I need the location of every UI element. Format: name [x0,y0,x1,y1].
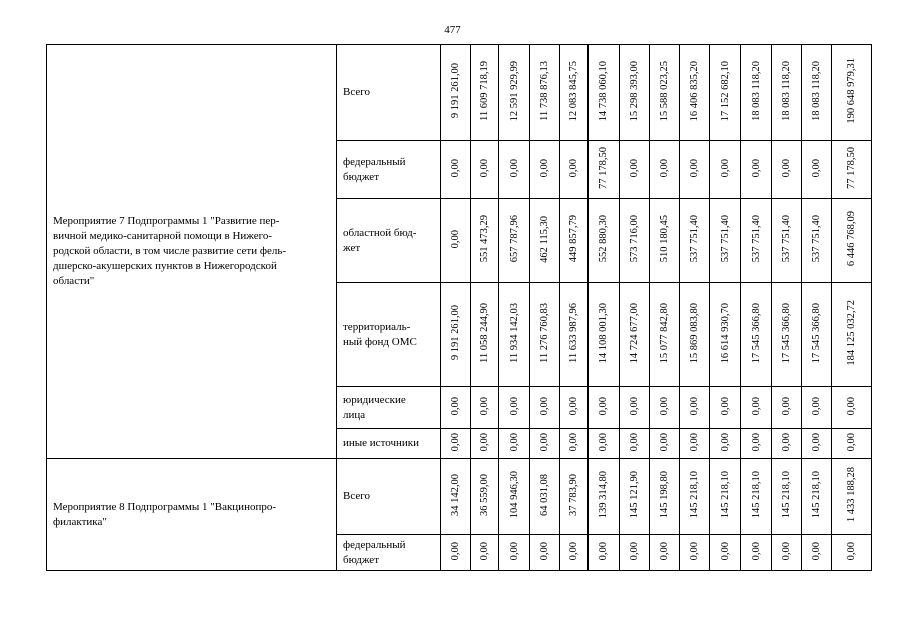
value-text: 0,00 [598,432,610,452]
value-cell [772,141,802,199]
value-cell [441,429,471,459]
value-text: 0,00 [479,396,490,416]
value-text: 145 218,10 [719,471,731,519]
value-text: 0,00 [781,158,792,178]
value-text: 16 614 930,70 [719,302,731,364]
value-text: 0,00 [689,541,700,561]
value-cell [680,429,710,459]
value-text: 37 783,90 [567,474,579,516]
value-cell [772,45,802,141]
value-cell [680,535,710,571]
measure-title-line: филактика" [53,515,107,528]
value-text: 15 588 023,25 [659,60,670,122]
value-cell [832,283,872,387]
value-cell [441,535,471,571]
value-text: 537 751,40 [811,215,822,263]
value-text: 0,00 [750,158,762,178]
funding-source-line: лица [343,408,366,421]
value-text: 0,00 [846,432,857,452]
funding-source-line: бюджет [343,170,379,183]
value-cell [499,387,530,429]
value-cell [588,199,620,283]
value-text: 11 738 876,13 [539,61,550,121]
value-cell [499,429,530,459]
value-text: 510 180,45 [659,215,670,263]
value-cell [471,535,499,571]
value-text: 9 191 261,00 [450,305,461,361]
value-text: 0,00 [719,396,731,416]
value-text: 0,00 [629,541,640,561]
value-text: 145 198,80 [659,471,670,519]
value-text: 36 559,00 [479,474,490,516]
funding-source-line: федеральный [343,538,406,551]
value-cell [772,283,802,387]
value-text: 0,00 [659,158,670,178]
value-cell [441,387,471,429]
value-cell [710,535,741,571]
funding-source [337,459,441,535]
value-cell [802,45,832,141]
measure-title-line: Мероприятие 8 Подпрограммы 1 "Вакцинопро- [53,500,277,513]
value-text: 190 648 979,31 [846,58,857,124]
value-text: 0,00 [479,158,490,178]
value-text: 0,00 [539,432,550,452]
value-text: 34 142,00 [450,474,461,516]
measure-title [47,459,337,571]
value-text: 11 276 760,83 [539,303,550,363]
funding-source-line: областной бюд- [343,226,417,239]
value-cell [741,141,772,199]
value-text: 64 031,08 [539,474,550,516]
value-cell [741,387,772,429]
value-text: 0,00 [450,541,461,561]
value-cell [802,535,832,571]
value-cell [832,45,872,141]
value-text: 1 433 188,28 [846,467,857,523]
value-text: 15 869 083,80 [689,302,700,364]
value-cell [741,535,772,571]
value-text: 0,00 [719,432,731,452]
value-text: 551 473,29 [479,215,490,263]
value-text: 77 178,50 [846,147,857,189]
funding-source-line: иные источники [343,437,419,450]
funding-source-line: территориаль- [343,320,411,333]
value-cell [772,459,802,535]
value-text: 104 946,30 [508,471,520,519]
value-cell [588,387,620,429]
value-text: 17 545 366,80 [781,302,792,364]
value-cell [832,535,872,571]
value-cell [772,199,802,283]
value-text: 17 545 366,80 [811,302,822,364]
value-text: 0,00 [750,541,762,561]
value-text: 0,00 [781,541,792,561]
value-cell [560,141,588,199]
value-cell [441,141,471,199]
measure-title-line: области" [53,274,95,287]
value-cell [530,535,560,571]
value-text: 0,00 [450,432,461,452]
value-text: 0,00 [659,396,670,416]
value-text: 0,00 [846,541,857,561]
table-row [47,45,872,141]
value-cell [802,199,832,283]
value-cell [530,283,560,387]
value-cell [710,45,741,141]
value-cell [710,283,741,387]
value-text: 145 218,10 [689,471,700,519]
value-cell [832,199,872,283]
value-cell [710,429,741,459]
value-text: 0,00 [629,432,640,452]
value-text: 0,00 [539,541,550,561]
value-cell [741,45,772,141]
value-cell [471,387,499,429]
value-text: 552 880,30 [598,215,610,263]
value-cell [588,459,620,535]
funding-source [337,141,441,199]
measure-title-line: вичной медико-санитарной помощи в Нижего- [53,230,273,243]
value-text: 16 406 835,20 [689,60,700,122]
value-text: 0,00 [567,432,579,452]
value-cell [832,141,872,199]
value-text: 145 218,10 [750,471,762,519]
value-cell [650,387,680,429]
value-text: 9 191 261,00 [450,63,461,119]
value-text: 0,00 [508,541,520,561]
value-cell [650,535,680,571]
value-cell [560,45,588,141]
value-cell [499,283,530,387]
value-cell [499,199,530,283]
value-cell [772,429,802,459]
value-cell [471,141,499,199]
value-cell [802,283,832,387]
value-cell [499,459,530,535]
value-cell [710,459,741,535]
value-text: 12 591 929,99 [508,60,520,122]
value-text: 0,00 [719,541,731,561]
value-text: 0,00 [846,396,857,416]
value-cell [588,535,620,571]
value-text: 139 314,80 [598,471,610,519]
funding-source [337,387,441,429]
funding-source [337,45,441,141]
funding-source-line: бюджет [343,553,379,566]
value-text: 0,00 [539,396,550,416]
value-cell [741,429,772,459]
value-cell [588,283,620,387]
value-text: 537 751,40 [689,215,700,263]
value-text: 0,00 [567,541,579,561]
value-text: 0,00 [629,158,640,178]
measure-title-line: Мероприятие 7 Подпрограммы 1 "Развитие пер- [53,215,280,228]
value-text: 0,00 [689,158,700,178]
page-number: 477 [444,24,461,36]
value-text: 11 934 142,03 [508,303,520,363]
funding-source-line: федеральный [343,155,406,168]
value-cell [588,429,620,459]
value-text: 0,00 [450,229,461,249]
value-text: 0,00 [719,158,731,178]
value-text: 17 152 682,10 [719,60,731,122]
value-cell [650,199,680,283]
value-cell [471,429,499,459]
value-cell [680,199,710,283]
value-cell [620,459,650,535]
value-text: 657 787,96 [508,215,520,263]
value-text: 6 446 768,09 [846,211,857,267]
funding-source [337,429,441,459]
funding-source-line: Всего [343,490,370,503]
value-cell [620,283,650,387]
value-text: 11 609 718,19 [479,61,490,121]
funding-source-line: Всего [343,86,370,99]
value-text: 14 738 060,10 [598,60,610,122]
value-cell [772,387,802,429]
value-text: 0,00 [598,541,610,561]
value-text: 0,00 [450,396,461,416]
value-cell [741,283,772,387]
value-cell [680,45,710,141]
value-cell [560,199,588,283]
value-cell [620,141,650,199]
value-cell [441,283,471,387]
value-text: 0,00 [508,432,520,452]
funding-source [337,283,441,387]
value-text: 0,00 [508,158,520,178]
value-text: 0,00 [781,432,792,452]
value-text: 0,00 [781,396,792,416]
value-cell [802,429,832,459]
value-cell [620,199,650,283]
value-cell [832,429,872,459]
value-text: 0,00 [750,396,762,416]
value-cell [680,283,710,387]
value-cell [530,429,560,459]
budget-table [46,44,872,571]
value-cell [560,535,588,571]
value-text: 15 077 842,80 [659,302,670,364]
value-cell [441,199,471,283]
value-text: 0,00 [508,396,520,416]
value-cell [620,535,650,571]
value-text: 0,00 [567,158,579,178]
value-cell [710,387,741,429]
value-text: 0,00 [659,541,670,561]
value-text: 537 751,40 [781,215,792,263]
value-cell [588,45,620,141]
value-text: 18 083 118,20 [781,61,792,121]
table-row [47,459,872,535]
value-cell [710,199,741,283]
funding-source [337,535,441,571]
value-cell [650,45,680,141]
value-text: 0,00 [539,158,550,178]
value-cell [741,459,772,535]
value-cell [499,45,530,141]
value-text: 462 115,30 [539,215,550,263]
value-text: 15 298 393,00 [629,60,640,122]
value-cell [650,283,680,387]
value-text: 11 633 987,96 [567,303,579,363]
value-cell [620,387,650,429]
value-cell [832,459,872,535]
value-cell [650,141,680,199]
value-cell [530,459,560,535]
measure-title [47,45,337,459]
value-cell [620,45,650,141]
value-text: 449 857,79 [567,215,579,263]
value-text: 0,00 [567,396,579,416]
value-cell [802,387,832,429]
measure-title-line: родской области, в том числе развитие сети фель- [53,245,287,258]
value-cell [560,429,588,459]
value-cell [471,459,499,535]
value-text: 14 724 677,00 [629,302,640,364]
funding-source-line: жет [343,241,361,254]
value-cell [471,199,499,283]
value-text: 17 545 366,80 [750,302,762,364]
funding-source-line: юридические [343,393,406,406]
value-text: 537 751,40 [750,215,762,263]
value-cell [620,429,650,459]
value-cell [441,459,471,535]
value-cell [802,141,832,199]
value-text: 0,00 [479,432,490,452]
value-text: 145 218,10 [781,471,792,519]
value-text: 11 058 244,90 [479,303,490,363]
value-cell [680,141,710,199]
value-text: 0,00 [659,432,670,452]
value-cell [471,45,499,141]
value-text: 0,00 [811,158,822,178]
value-text: 14 108 001,30 [598,302,610,364]
value-text: 0,00 [479,541,490,561]
value-cell [650,459,680,535]
value-text: 0,00 [811,541,822,561]
value-cell [530,45,560,141]
value-text: 0,00 [450,158,461,178]
value-text: 573 716,00 [629,215,640,263]
value-cell [680,459,710,535]
value-cell [560,387,588,429]
funding-source [337,199,441,283]
value-cell [588,141,620,199]
value-text: 537 751,40 [719,215,731,263]
value-text: 0,00 [750,432,762,452]
value-cell [560,459,588,535]
funding-source-line: ный фонд ОМС [343,335,417,348]
value-cell [530,199,560,283]
value-text: 184 125 032,72 [846,300,857,366]
value-cell [530,141,560,199]
value-text: 18 083 118,20 [750,61,762,121]
value-text: 0,00 [811,396,822,416]
value-text: 145 121,90 [629,471,640,519]
value-text: 77 178,50 [598,147,610,189]
value-text: 0,00 [811,432,822,452]
value-text: 12 083 845,75 [567,60,579,122]
value-cell [499,535,530,571]
value-cell [441,45,471,141]
value-text: 0,00 [689,396,700,416]
value-text: 18 083 118,20 [811,61,822,121]
value-text: 0,00 [629,396,640,416]
measure-title-line: дшерско-акушерских пунктов в Нижегородской [53,259,277,272]
value-cell [650,429,680,459]
value-cell [499,141,530,199]
value-cell [680,387,710,429]
value-cell [560,283,588,387]
value-cell [741,199,772,283]
value-text: 0,00 [689,432,700,452]
value-text: 145 218,10 [811,471,822,519]
value-cell [471,283,499,387]
value-cell [772,535,802,571]
value-cell [530,387,560,429]
value-cell [802,459,832,535]
value-text: 0,00 [598,396,610,416]
value-cell [710,141,741,199]
value-cell [832,387,872,429]
